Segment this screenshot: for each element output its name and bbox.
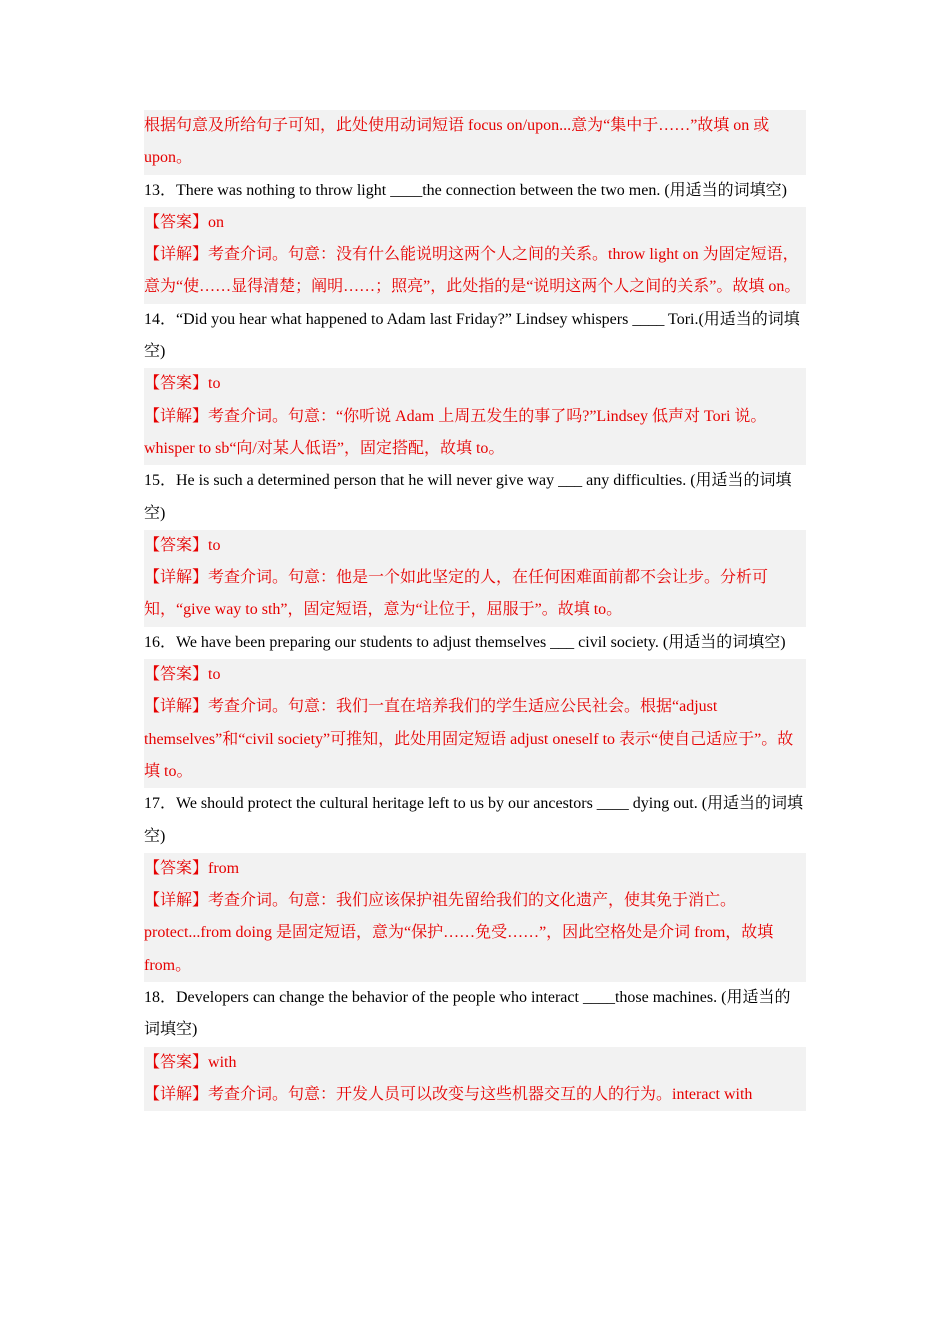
question-18: 18．Developers can change the behavior of the people who interact ____those machines. (用适当的词填空) [144, 989, 791, 1039]
answer-tag: 【答案】 [144, 536, 209, 554]
detail-line [144, 239, 806, 304]
question-14: 14．“Did you hear what happened to Adam last Friday?” Lindsey whispers ____ Tori.(用适当的词填空) [144, 310, 800, 361]
detail-tag: 【详解】 [144, 569, 209, 587]
question-13: 13．There was nothing to throw light ____the connection between the two men. (用适当的词填空) [144, 181, 787, 199]
answer-line [144, 1047, 806, 1079]
answer-value: to [208, 536, 221, 554]
detail-line [144, 1079, 806, 1111]
answer-line [144, 530, 806, 562]
detail-tag: 【详解】 [144, 892, 209, 910]
detail-line [144, 691, 806, 788]
answer-value: on [208, 213, 225, 231]
detail-text: 考查介词。句意：他是一个如此坚定的人，在任何困难面前都不会让步。分析可知，“give way to sth”，固定短语，意为“让位于，屈服于”。故填 to。 [144, 569, 769, 619]
intro-explanation [144, 110, 806, 175]
detail-tag: 【详解】 [144, 246, 209, 264]
answer-line [144, 659, 806, 691]
detail-tag: 【详解】 [144, 1085, 209, 1103]
detail-text: 考查介词。句意：我们一直在培养我们的学生适应公民社会。根据“adjust themselves”和“civil society”可推知，此处用固定短语 adjust oneself to 表示“使自己适应于”。故填 to。 [144, 698, 794, 780]
intro-text: 根据句意及所给句子可知，此处使用动词短语 focus on/upon...意为“集中于……”故填 on 或 upon。 [144, 117, 770, 167]
answer-block-15 [144, 530, 806, 627]
detail-text: 考查介词。句意：“你听说 Adam 上周五发生的事了吗?”Lindsey 低声对 Tori 说。whisper to sb“向/对某人低语”，固定搭配，故填 to。 [144, 407, 767, 457]
answer-block-16 [144, 659, 806, 788]
detail-text: 考查介词。句意：没有什么能说明这两个人之间的关系。throw light on 为固定短语，意为“使……显得清楚；阐明……；照亮”，此处指的是“说明这两个人之间的关系”。故填 on。 [144, 246, 801, 296]
question-17: 17．We should protect the cultural heritage left to us by our ancestors ____ dying out. (用适当的词填空) [144, 795, 804, 845]
detail-line [144, 885, 806, 982]
answer-tag: 【答案】 [144, 666, 209, 684]
detail-line [144, 562, 806, 627]
answer-tag: 【答案】 [144, 375, 209, 393]
question-15: 15．He is such a determined person that he will never give way ___ any difficulties. (用适当的词填空) [144, 472, 792, 522]
answer-value: to [208, 666, 221, 684]
answer-value: from [208, 859, 240, 877]
answer-value: with [208, 1053, 237, 1071]
document-page [144, 110, 806, 1111]
answer-block-14 [144, 368, 806, 465]
question-16: 16．We have been preparing our students to adjust themselves ___ civil society. (用适当的词填空) [144, 633, 786, 651]
answer-block-13 [144, 207, 806, 304]
detail-tag: 【详解】 [144, 407, 209, 425]
detail-tag: 【详解】 [144, 698, 209, 716]
answer-block-17 [144, 853, 806, 982]
answer-tag: 【答案】 [144, 1053, 209, 1071]
detail-line [144, 401, 806, 466]
answer-tag: 【答案】 [144, 859, 209, 877]
answer-tag: 【答案】 [144, 213, 209, 231]
answer-block-18 [144, 1047, 806, 1112]
answer-line [144, 853, 806, 885]
answer-value: to [208, 375, 221, 393]
detail-text: 考查介词。句意：开发人员可以改变与这些机器交互的人的行为。interact with [208, 1085, 753, 1103]
answer-line [144, 207, 806, 239]
detail-text: 考查介词。句意：我们应该保护祖先留给我们的文化遗产，使其免于消亡。protect...from doing 是固定短语，意为“保护……免受……”，因此空格处是介词 from，故填 from。 [144, 892, 774, 974]
answer-line [144, 368, 806, 400]
